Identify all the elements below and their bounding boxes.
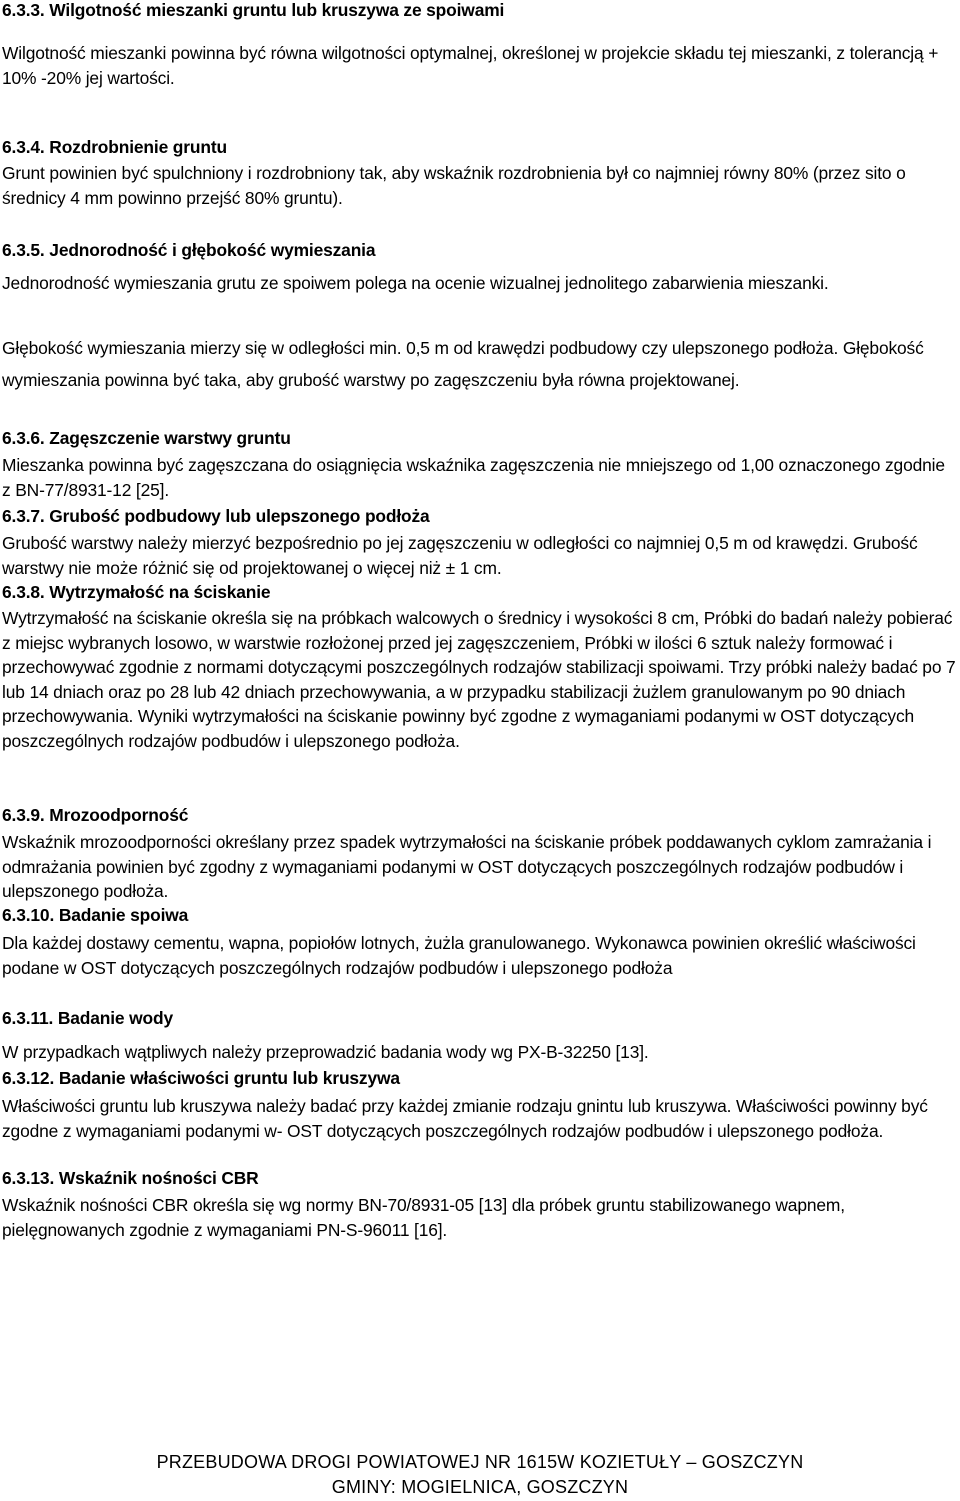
section-heading-6-3-13: 6.3.13. Wskaźnik nośności CBR xyxy=(2,1168,259,1188)
section-heading-6-3-6: 6.3.6. Zagęszczenie warstwy gruntu xyxy=(2,428,291,448)
section-text-6-3-9: Wskaźnik mrozoodporności określany przez spadek wytrzymałości na ściskanie próbek poddawanych cyklom zamrażania i odmrażania powinien być zgodny z wymaganiami podanymi w OST dotyczących poszczególnych rodzajów podbudów i ulepszonego podłoża. xyxy=(2,832,932,901)
section-text-6-3-7: Grubość warstwy należy mierzyć bezpośrednio po jej zagęszczeniu w odległości co najmniej 0,5 m od krawędzi. Grubość warstwy nie może różnić się od projektowanej o więcej niż ± 1 cm. xyxy=(2,533,918,578)
section-text-6-3-4: Grunt powinien być spulchniony i rozdrobniony tak, aby wskaźnik rozdrobnienia był co najmniej równy 80% (przez sito o średnicy 4 mm powinno przejść 80% gruntu). xyxy=(2,163,906,208)
section-text-6-3-5-b: Głębokość wymieszania mierzy się w odległości min. 0,5 m od krawędzi podbudowy czy ulepszonego podłoża. Głębokość wymieszania powinna być taka, aby grubość warstwy po zagęszczeniu była równa projektowanej. xyxy=(2,338,924,390)
section-heading-6-3-8: 6.3.8. Wytrzymałość na ściskanie xyxy=(2,582,271,602)
section-heading-6-3-11: 6.3.11. Badanie wody xyxy=(2,1008,173,1028)
section-text-6-3-3: Wilgotność mieszanki powinna być równa wilgotności optymalnej, określonej w projekcie składu tej mieszanki, z tolerancją + 10% -20% jej wartości. xyxy=(2,43,939,88)
section-text-6-3-13: Wskaźnik nośności CBR określa się wg normy BN-70/8931-05 [13] dla próbek gruntu stabilizowanego wapnem, pielęgnowanych zgodnie z wymaganiami PN-S-96011 [16]. xyxy=(2,1195,845,1240)
section-text-6-3-8: Wytrzymałość na ściskanie określa się na próbkach walcowych o średnicy i wysokości 8 cm, Próbki do badań należy pobierać z miejsc wybranych losowo, w warstwie rozłożonej przed jej zagęszczeniem, Próbki w ilości 6 sztuk należy formować i przechowywać zgodnie z normami dotyczącymi poszczególnych rodzajów stabilizacji spoiwami. Trzy próbki należy badać po 7 lub 14 dniach oraz po 28 lub 42 dniach przechowywania, a w przypadku stabilizacji żużlem granulowanym po 90 dniach przechowywania. Wyniki wytrzymałości na ściskanie powinny być zgodne z wymaganiami podanymi w OST dotyczących poszczególnych rodzajów podbudów i ulepszonego podłoża. xyxy=(2,608,956,751)
section-text-6-3-11: W przypadkach wątpliwych należy przeprowadzić badania wody wg PX-B-32250 [13]. xyxy=(2,1042,649,1062)
section-heading-6-3-10: 6.3.10. Badanie spoiwa xyxy=(2,905,189,925)
section-heading-6-3-12: 6.3.12. Badanie właściwości gruntu lub kruszywa xyxy=(2,1068,400,1088)
section-heading-6-3-5: 6.3.5. Jednorodność i głębokość wymieszania xyxy=(2,240,376,260)
section-text-6-3-5-a: Jednorodność wymieszania grutu ze spoiwem polega na ocenie wizualnej jednolitego zabarwienia mieszanki. xyxy=(2,273,829,293)
section-text-6-3-10: Dla każdej dostawy cementu, wapna, popiołów lotnych, żużla granulowanego. Wykonawca powinien określić właściwości podane w OST dotyczących poszczególnych rodzajów podbudów i ulepszonego podłoża xyxy=(2,933,916,978)
section-heading-6-3-3: 6.3.3. Wilgotność mieszanki gruntu lub kruszywa ze spoiwami xyxy=(2,0,505,20)
section-heading-6-3-4: 6.3.4. Rozdrobnienie gruntu xyxy=(2,137,227,157)
section-heading-6-3-9: 6.3.9. Mrozoodporność xyxy=(2,805,189,825)
section-text-6-3-6: Mieszanka powinna być zagęszczana do osiągnięcia wskaźnika zagęszczenia nie mniejszego od 1,00 oznaczonego zgodnie z BN-77/8931-12 [25]. xyxy=(2,455,945,500)
footer-municipalities: GMINY: MOGIELNICA, GOSZCZYN xyxy=(331,1477,629,1497)
section-heading-6-3-7: 6.3.7. Grubość podbudowy lub ulepszonego podłoża xyxy=(2,506,430,526)
footer-project-title: PRZEBUDOWA DROGI POWIATOWEJ NR 1615W KOZIETUŁY – GOSZCZYN xyxy=(156,1452,804,1472)
section-text-6-3-12: Właściwości gruntu lub kruszywa należy badać przy każdej zmianie rodzaju gnintu lub kruszywa. Właściwości powinny być zgodne z wymaganiami podanymi w- OST dotyczących poszczególnych rodzajów podbudów i ulepszonego podłoża. xyxy=(2,1096,928,1141)
